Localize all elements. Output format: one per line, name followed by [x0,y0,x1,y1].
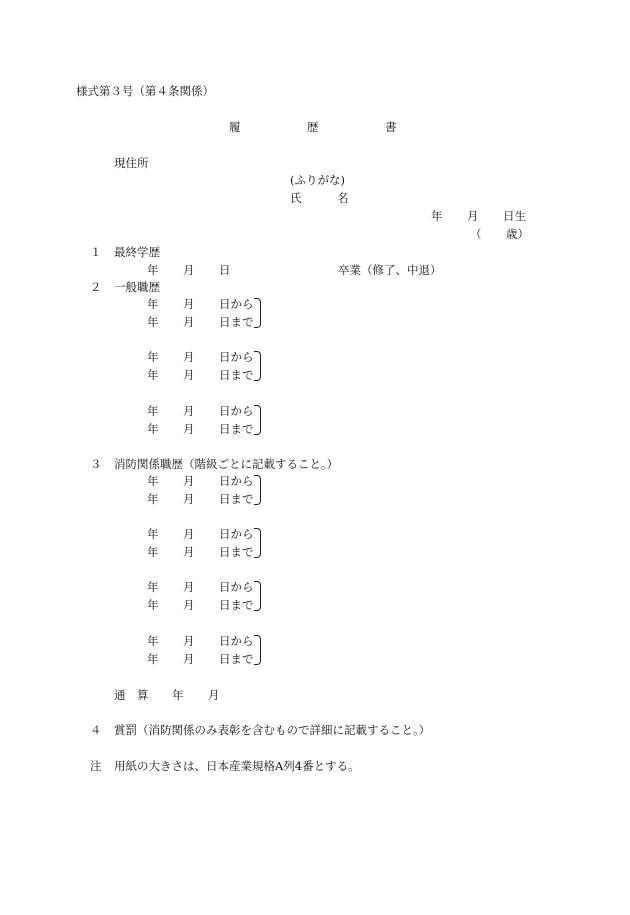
section1-graduation: 卒業（修了、中退） [338,263,442,277]
period-to-month: 月 [183,315,195,329]
age-unit: 歳） [506,227,529,241]
period-to-year: 年 [147,315,159,329]
section1-year: 年 [147,263,159,277]
period-from-year: 年 [147,527,159,541]
section1-month: 月 [183,263,195,277]
period-from-year: 年 [147,297,159,311]
period-bracket [254,475,261,505]
period-to-month: 月 [183,368,195,382]
period-to-day: 日まで [219,652,254,666]
period-from-year: 年 [147,404,159,418]
period-from-day: 日から [219,350,254,364]
address-label: 現住所 [114,156,149,170]
period-to-month: 月 [183,598,195,612]
period-from-day: 日から [219,404,254,418]
age-open: （ [470,227,482,241]
period-from-year: 年 [147,350,159,364]
period-to-month: 月 [183,545,195,559]
note-text: 用紙の大きさは、日本産業規格A列4番とする。 [114,759,360,773]
birth-day: 日生 [503,209,526,223]
section2-number: ２ [90,280,102,294]
period-to-year: 年 [147,492,159,506]
total-month: 月 [208,688,220,702]
section4-label: 賞罰（消防関係のみ表彰を含むもので詳細に記載すること。） [114,723,431,737]
period-to-year: 年 [147,652,159,666]
period-to-month: 月 [183,652,195,666]
note-mark: 注 [90,759,102,773]
period-to-year: 年 [147,598,159,612]
period-to-day: 日まで [219,315,254,329]
period-from-year: 年 [147,634,159,648]
section1-number: １ [90,245,102,259]
period-from-day: 日から [219,527,254,541]
period-from-year: 年 [147,580,159,594]
name-label-2: 名 [337,191,349,205]
period-bracket [254,528,261,558]
period-to-year: 年 [147,422,159,436]
period-to-month: 月 [183,422,195,436]
birth-year: 年 [431,209,443,223]
section1-label: 最終学歴 [114,245,160,259]
title-char-1: 履 [229,120,241,134]
period-bracket [254,298,261,328]
period-from-day: 日から [219,634,254,648]
section3-number: ３ [90,457,102,471]
title-char-2: 歴 [307,120,319,134]
total-label-1: 通 [114,688,126,702]
period-bracket [254,351,261,381]
birth-month: 月 [467,209,479,223]
period-from-day: 日から [219,474,254,488]
period-to-year: 年 [147,368,159,382]
name-label-1: 氏 [290,191,302,205]
period-from-month: 月 [183,527,195,541]
furigana-label: (ふりがな) [290,173,345,187]
form-number: 様式第３号（第４条関係） [76,84,214,98]
section4-number: ４ [90,723,102,737]
period-bracket [254,581,261,611]
period-to-day: 日まで [219,598,254,612]
section2-label: 一般職歴 [114,280,160,294]
period-to-year: 年 [147,545,159,559]
period-to-day: 日まで [219,368,254,382]
period-from-day: 日から [219,580,254,594]
period-bracket [254,405,261,435]
period-from-month: 月 [183,350,195,364]
section1-day: 日 [219,263,231,277]
period-from-month: 月 [183,404,195,418]
section3-label: 消防関係職歴（階級ごとに記載すること。） [114,457,339,471]
total-year: 年 [172,688,184,702]
period-from-year: 年 [147,474,159,488]
period-from-month: 月 [183,634,195,648]
period-from-day: 日から [219,297,254,311]
total-label-2: 算 [137,688,149,702]
period-to-day: 日まで [219,422,254,436]
period-from-month: 月 [183,474,195,488]
period-to-month: 月 [183,492,195,506]
period-to-day: 日まで [219,545,254,559]
period-to-day: 日まで [219,492,254,506]
period-from-month: 月 [183,580,195,594]
title-char-3: 書 [385,120,397,134]
period-from-month: 月 [183,297,195,311]
period-bracket [254,635,261,665]
